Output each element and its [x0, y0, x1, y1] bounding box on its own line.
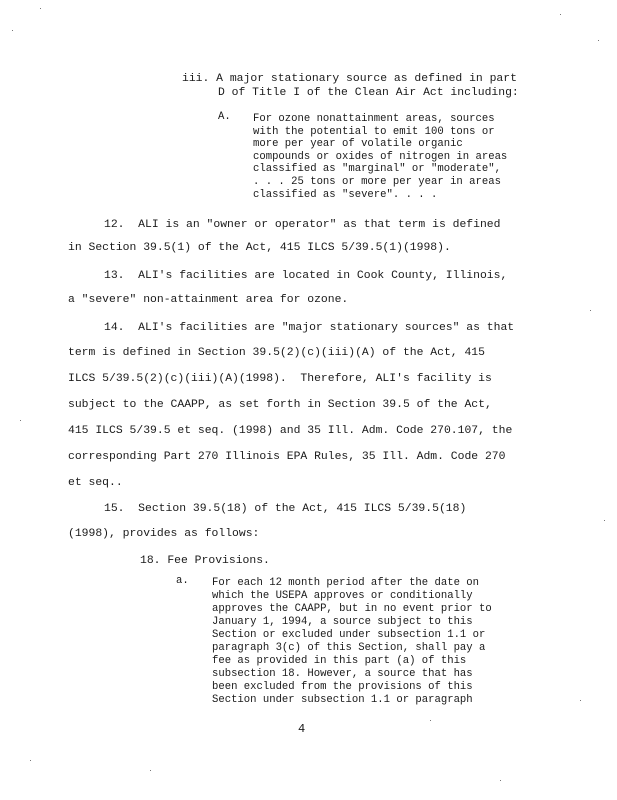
- para-14-line-5: 415 ILCS 5/39.5 et seq. (1998) and 35 Ill. Adm. Code 270.107, the: [68, 425, 513, 437]
- scan-speck: [604, 520, 605, 521]
- scan-speck: [430, 720, 431, 721]
- clause-A-line-2: with the potential to emit 100 tons or: [253, 125, 495, 138]
- para-13-line-1: 13. ALI's facilities are located in Cook County, Illinois,: [104, 270, 508, 282]
- page-number: 4: [298, 722, 306, 736]
- clause-a-line-2: which the USEPA approves or conditionally: [212, 590, 473, 602]
- para-12-line-1: 12. ALI is an "owner or operator" as that term is defined: [104, 219, 501, 231]
- para-14-line-4: subject to the CAAPP, as set forth in Section 39.5 of the Act,: [68, 399, 492, 411]
- para-14-line-2: term is defined in Section 39.5(2)(c)(iii)(A) of the Act, 415: [68, 347, 485, 359]
- para-14-line-6: corresponding Part 270 Illinois EPA Rules, 35 Ill. Adm. Code 270: [68, 451, 506, 463]
- clause-a-line-3: approves the CAAPP, but in no event prior to: [212, 603, 492, 615]
- scan-speck: [150, 770, 151, 771]
- scan-speck: [590, 310, 591, 311]
- fee-provisions-heading: 18. Fee Provisions.: [140, 555, 270, 567]
- clause-a-line-7: fee as provided in this part (a) of this: [212, 655, 467, 667]
- clause-A-line-6: . . . 25 tons or more per year in areas: [253, 176, 501, 188]
- clause-a-line-8: subsection 18. However, a source that has: [212, 668, 473, 680]
- scan-speck: [30, 760, 31, 761]
- clause-iii-line-1: iii. A major stationary source as defined in part: [182, 73, 517, 85]
- scan-speck: [580, 700, 581, 701]
- clause-A-marker: A.: [218, 111, 231, 123]
- scan-speck: [598, 40, 599, 41]
- para-12-line-2: in Section 39.5(1) of the Act, 415 ILCS 5/39.5(1)(1998).: [68, 242, 451, 254]
- scan-speck: [560, 14, 561, 15]
- clause-A-line-3: more per year of volatile organic: [253, 138, 463, 150]
- clause-A-line-4: compounds or oxides of nitrogen in areas: [253, 150, 508, 163]
- scan-speck: [40, 8, 41, 9]
- clause-a-line-10: Section under subsection 1.1 or paragraph: [212, 694, 473, 706]
- clause-a-line-9: been excluded from the provisions of this: [212, 681, 473, 693]
- clause-a-line-5: Section or excluded under subsection 1.1 or: [212, 629, 486, 641]
- clause-A-line-7: classified as "severe". . . .: [253, 189, 438, 201]
- clause-A-line-5: classified as "marginal" or "moderate",: [253, 163, 501, 175]
- scan-speck: [20, 420, 21, 421]
- para-15-line-1: 15. Section 39.5(18) of the Act, 415 ILCS 5/39.5(18): [104, 503, 467, 515]
- scan-speck: [12, 30, 13, 31]
- scan-speck: [500, 780, 501, 781]
- clause-a-marker: a.: [176, 575, 189, 587]
- para-14-line-7: et seq..: [68, 477, 123, 489]
- clause-a-line-4: January 1, 1994, a source subject to this: [212, 616, 473, 628]
- clause-iii-line-2: D of Title I of the Clean Air Act including:: [218, 87, 519, 99]
- clause-a-line-6: paragraph 3(c) of this Section, shall pay a: [212, 642, 486, 654]
- clause-A-line-1: For ozone nonattainment areas, sources: [253, 113, 495, 125]
- para-14-line-1: 14. ALI's facilities are "major stationary sources" as that: [104, 322, 515, 334]
- clause-a-line-1: For each 12 month period after the date on: [212, 577, 480, 589]
- para-13-line-2: a "severe" non-attainment area for ozone.: [68, 294, 349, 306]
- para-14-line-3: ILCS 5/39.5(2)(c)(iii)(A)(1998). Therefore, ALI's facility is: [68, 373, 492, 385]
- para-15-line-2: (1998), provides as follows:: [68, 528, 260, 540]
